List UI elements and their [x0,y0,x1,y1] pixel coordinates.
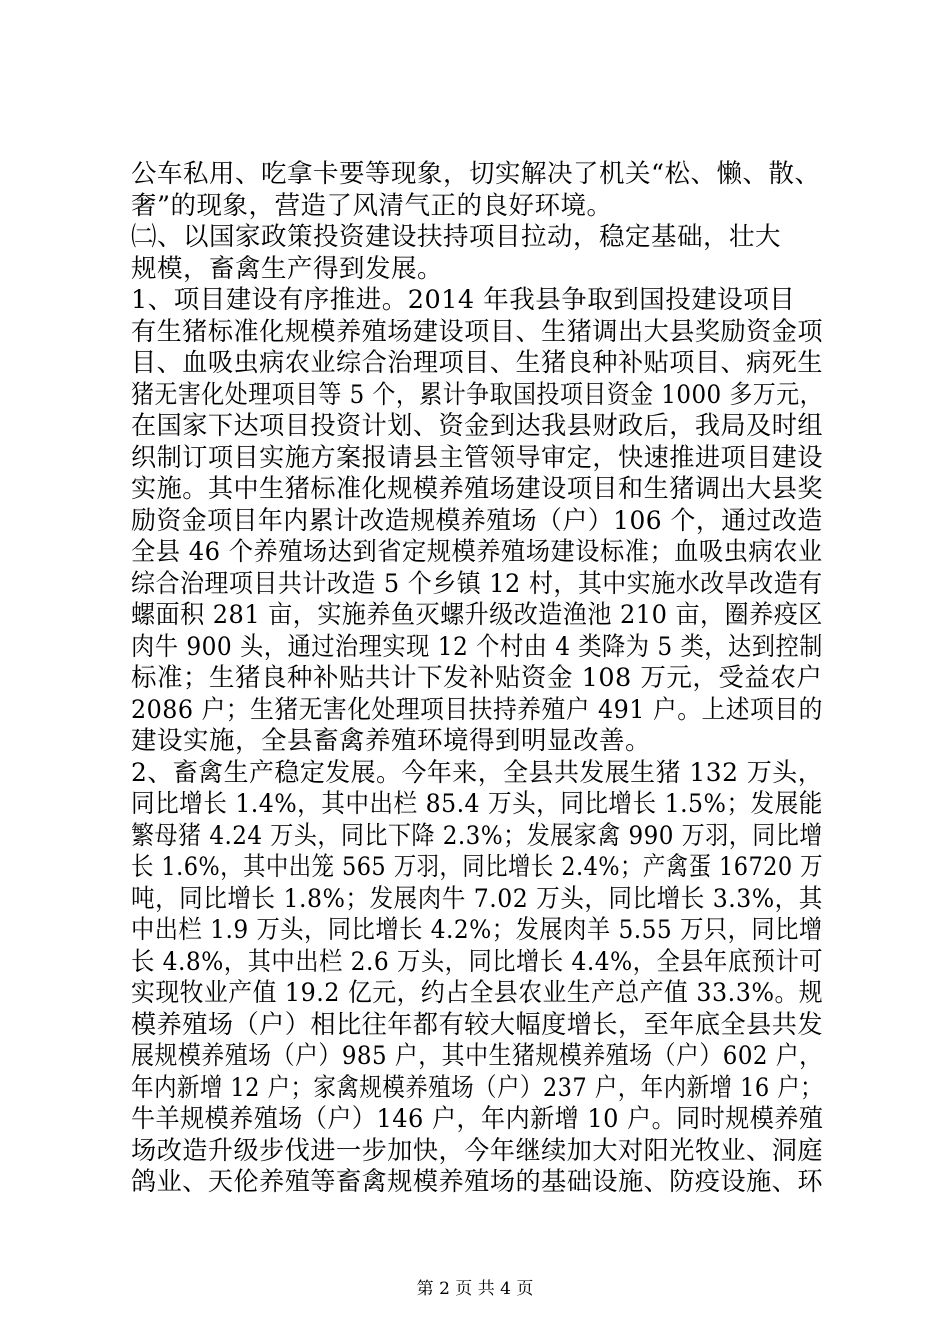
text-line: 长 1.6%，其中出笼 565 万羽，同比增长 2.4%；产禽蛋 16720 万 [131,852,823,882]
document-body [131,159,831,1199]
text-line: 繁母猪 4.24 万头，同比下降 2.3%；发展家禽 990 万羽，同比增 [131,820,823,851]
text-line: 实施。其中生猪标准化规模养殖场建设项目和生猪调出大县奖 [131,474,824,504]
text-line: 同比增长 1.4%，其中出栏 85.4 万头，同比增长 1.5%；发展能 [131,789,823,819]
text-line: 螺面积 281 亩，实施养鱼灭螺升级改造渔池 210 亩，圈养疫区 [131,600,823,630]
text-line: 目、血吸虫病农业综合治理项目、生猪良种补贴项目、病死生 [131,348,824,378]
text-line: 2、畜禽生产稳定发展。今年来，全县共发展生猪 132 万头， [131,757,824,788]
text-line: 建设实施，全县畜禽养殖环境得到明显改善。 [131,726,652,756]
text-line: 全县 46 个养殖场达到省定规模养殖场建设标准；血吸虫病农业 [131,537,823,567]
text-line: 实现牧业产值 19.2 亿元，约占全县农业生产总产值 33.3%。规 [131,978,824,1008]
text-line: 在国家下达项目投资计划、资金到达我县财政后，我局及时组 [131,411,824,441]
text-line: 规模，畜禽生产得到发展。 [131,253,444,284]
text-line: 场改造升级步伐进一步加快，今年继续加大对阳光牧业、洞庭 [131,1135,824,1166]
text-line: 综合治理项目共计改造 5 个乡镇 12 村，其中实施水改旱改造有 [131,568,823,599]
text-line: 标准；生猪良种补贴共计下发补贴资金 108 万元，受益农户 [131,663,823,693]
text-line: 模养殖场（户）相比往年都有较大幅度增长，至年底全县共发 [131,1009,824,1040]
text-line: 猪无害化处理项目等 5 个，累计争取国投项目资金 1000 多万元， [131,379,824,410]
text-line: 奢”的现象，营造了风清气正的良好环境。 [131,190,613,221]
text-line: 织制订项目实施方案报请县主管领导审定，快速推进项目建设 [131,442,824,473]
text-line: 牛羊规模养殖场（户）146 户，年内新增 10 户。同时规模养殖 [131,1104,824,1134]
text-line: 吨，同比增长 1.8%；发展肉牛 7.02 万头，同比增长 3.3%，其 [131,883,823,914]
text-line: 1、项目建设有序推进。2014 年我县争取到国投建设项目 [131,285,796,315]
paragraph-p3 [131,758,831,1199]
text-line: 公车私用、吃拿卡要等现象，切实解决了机关“松、懒、散、 [131,159,821,189]
text-line: 2086 户；生猪无害化处理项目扶持养殖户 491 户。上述项目的 [131,694,823,725]
text-line: ㈡、以国家政策投资建设扶持项目拉动，稳定基础，壮大 [131,222,782,252]
text-line: 展规模养殖场（户）985 户，其中生猪规模养殖场（户）602 户， [131,1041,823,1071]
paragraph-p0 [131,159,831,222]
paragraph-p1 [131,222,831,285]
text-line: 年内新增 12 户；家禽规模养殖场（户）237 户，年内新增 16 户； [131,1072,824,1103]
paragraph-p2 [131,285,831,758]
text-line: 中出栏 1.9 万头，同比增长 4.2%；发展肉羊 5.55 万只，同比增 [131,915,823,945]
text-line: 有生猪标准化规模养殖场建设项目、生猪调出大县奖励资金项 [131,316,824,347]
text-line: 长 4.8%，其中出栏 2.6 万头，同比增长 4.4%，全县年底预计可 [131,946,824,977]
text-line: 肉牛 900 头，通过治理实现 12 个村由 4 类降为 5 类，达到控制 [131,631,823,662]
page-footer: 第 2 页 共 4 页 [416,1279,534,1299]
text-line: 励资金项目年内累计改造规模养殖场（户）106 个，通过改造 [131,505,823,536]
text-line: 鸽业、天伦养殖等畜禽规模养殖场的基础设施、防疫设施、环 [131,1167,824,1197]
